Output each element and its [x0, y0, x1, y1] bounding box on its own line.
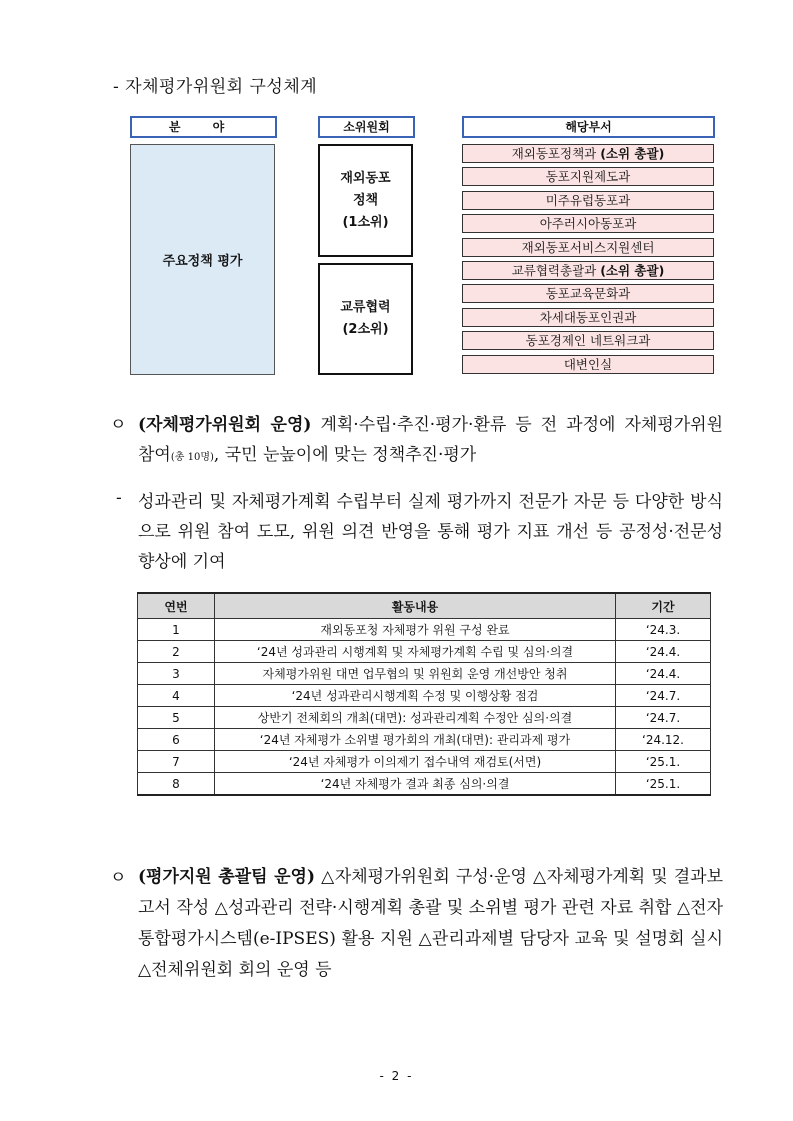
table-cell: ‘24.4.: [616, 663, 711, 685]
table-cell: 자체평가위원 대면 업무협의 및 위원회 운영 개선방안 청취: [215, 663, 616, 685]
table-cell: ‘24년 성과관리 시행계획 및 자체평가계획 수립 및 심의·의결: [215, 641, 616, 663]
table-cell: 5: [138, 707, 215, 729]
table-row: [138, 685, 711, 707]
org-chart-heading: - 자체평가위원회 구성체계: [113, 77, 318, 97]
field-label: 주요정책 평가: [162, 254, 243, 269]
dash-marker: -: [116, 488, 122, 508]
table-header-row: [138, 593, 711, 619]
section-title: (자체평가위원회 운영): [138, 415, 312, 435]
table-cell: ‘24.7.: [616, 707, 711, 729]
table-cell: ‘24년 자체평가 이의제기 접수내역 재검토(서면): [215, 751, 616, 773]
department-item: [462, 214, 714, 233]
table-header-number: 연번: [138, 593, 215, 619]
table-cell: 상반기 전체회의 개최(대면): 성과관리계획 수정안 심의·의결: [215, 707, 616, 729]
table-cell: 재외동포청 자체평가 위원 구성 완료: [215, 619, 616, 641]
department-item: [462, 144, 714, 163]
section-title: (평가지원 총괄팀 운영): [138, 867, 316, 887]
table-cell: ‘24.7.: [616, 685, 711, 707]
section-text: △자체평가위원회 구성·운영 △자체평가계획 및 결과보고서 작성 △성과관리 전략·시행계획 총괄 및 소위별 평가 관련 자료 취합 △전자통합평가시스템(e-IPSES) 활용 지원 △관리과제별 담당자 교육 및 설명회 실시 △전체위원회 회의 운영 등: [138, 867, 724, 980]
subcommittee-line: 재외동포: [340, 170, 391, 186]
field-column-header: 분 야: [130, 116, 277, 138]
subcommittee-line: (1소위): [342, 214, 389, 230]
department-list: [462, 144, 714, 378]
department-item: [462, 238, 714, 257]
table-cell: 6: [138, 729, 215, 751]
table-row: [138, 707, 711, 729]
bullet-marker: ㅇ: [110, 868, 127, 888]
activity-table: [137, 592, 711, 796]
department-name: 재외동포서비스지원센터: [521, 239, 655, 255]
table-cell: 1: [138, 619, 215, 641]
department-name: 교류협력총괄과: [511, 262, 597, 278]
table-cell: 2: [138, 641, 215, 663]
page-number: - 2 -: [379, 1069, 414, 1083]
bullet-marker: ㅇ: [110, 415, 127, 435]
department-name: 동포지원제도과: [545, 169, 631, 185]
subcommittee-2-box: [318, 263, 413, 375]
department-item: [462, 191, 714, 210]
table-cell: ‘24년 자체평가 결과 최종 심의·의결: [215, 773, 616, 796]
department-item: [462, 308, 714, 327]
department-name: 대변인실: [563, 356, 613, 372]
department-item: [462, 167, 714, 186]
expert-participation-paragraph: 성과관리 및 자체평가계획 수립부터 실제 평가까지 전문가 자문 등 다양한 방식으로 위원 참여 도모, 위원 의견 반영을 통해 평가 지표 개선 등 공정성·전문성 향상에 기여: [138, 492, 723, 572]
table-cell: ‘24.12.: [616, 729, 711, 751]
support-team-paragraph: [138, 862, 723, 986]
department-role: (소위 총괄): [600, 262, 665, 278]
department-name: 동포교육문화과: [545, 286, 631, 302]
table-row: [138, 619, 711, 641]
table-row: [138, 641, 711, 663]
subcommittee-line: 정책: [352, 192, 379, 208]
member-count-note: (총 10명): [170, 452, 214, 463]
department-name: 차세대동포인권과: [539, 309, 637, 325]
table-cell: ‘24년 성과관리시행계획 수정 및 이행상황 점검: [215, 685, 616, 707]
subcommittee-line: 교류협력: [340, 300, 391, 315]
section-text: , 국민 눈높이에 맞는 정책추진·평가: [213, 445, 477, 465]
department-item: [462, 355, 714, 374]
department-column-header: 해당부서: [462, 116, 715, 138]
department-name: 아주러시아동포과: [539, 216, 637, 232]
department-item: [462, 284, 714, 303]
subcommittee-column-header: 소위원회: [318, 116, 415, 138]
department-name: 재외동포정책과: [511, 146, 597, 161]
department-name: 미주유럽동포과: [545, 192, 631, 208]
table-cell: ‘24.4.: [616, 641, 711, 663]
table-row: [138, 751, 711, 773]
subcommittee-line: (2소위): [342, 322, 389, 337]
field-box: [130, 144, 275, 375]
table-cell: ‘25.1.: [616, 773, 711, 796]
committee-operation-paragraph: [138, 410, 723, 473]
table-row: [138, 663, 711, 685]
department-role: (소위 총괄): [600, 146, 665, 161]
table-cell: ‘25.1.: [616, 751, 711, 773]
table-header-activity: 활동내용: [215, 593, 616, 619]
table-header-period: 기간: [616, 593, 711, 619]
section-text: 계획·수립·추진·평가·환류 등 전 과정에 자체평가위원 참여: [138, 415, 724, 465]
table-cell: ‘24.3.: [616, 619, 711, 641]
table-row: [138, 773, 711, 796]
department-item: [462, 261, 714, 280]
table-row: [138, 729, 711, 751]
table-cell: 4: [138, 685, 215, 707]
table-cell: ‘24년 자체평가 소위별 평가회의 개최(대면): 관리과제 평가: [215, 729, 616, 751]
table-cell: 3: [138, 663, 215, 685]
subcommittee-1-box: [318, 144, 413, 257]
table-cell: 8: [138, 773, 215, 796]
department-item: [462, 331, 714, 350]
department-name: 동포경제인 네트워크과: [525, 333, 651, 349]
table-cell: 7: [138, 751, 215, 773]
